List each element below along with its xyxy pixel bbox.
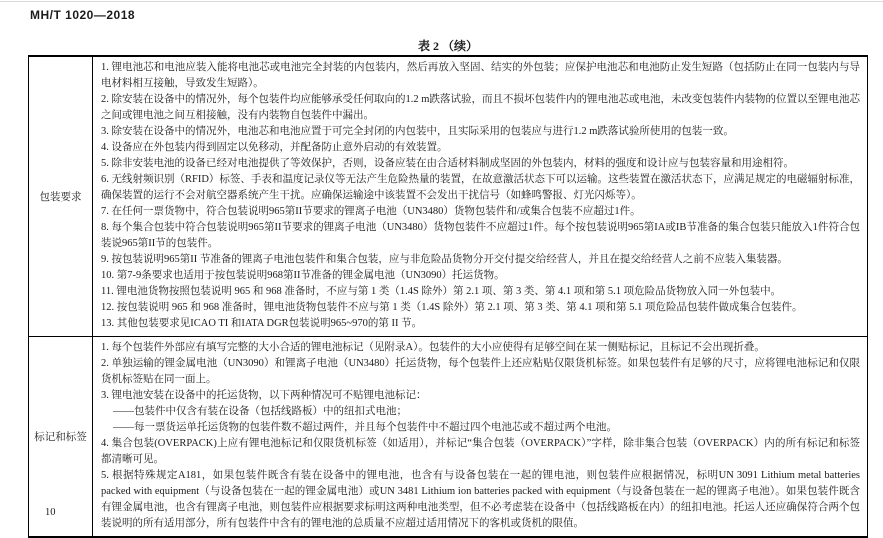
row-label: 标记和标签 (29, 337, 93, 536)
requirements-table (28, 55, 868, 538)
list-item: 13. 其他包装要求见ICAO TI 和IATA DGR包装说明965~970的第 II 节。 (101, 318, 423, 329)
list-item: 4. 设备应在外包装内得到固定以免移动，并配备防止意外启动的有效装置。 (101, 142, 448, 153)
list-item: 4. 集合包装(OVERPACK)上应有锂电池标记和仅限货机标签（如适用），并标记“集合包装（OVERPACK）”字样，除非集合包装（OVERPACK）内的所有标记和标签都清晰可见。 (101, 438, 860, 465)
sub-item: ——包装件中仅含有装在设备（包括线路板）中的纽扣式电池； (113, 406, 407, 417)
scan-artifact-line (0, 1, 883, 2)
list-item: 6. 无线射频识别（RFID）标签、手表和温度记录仪等无法产生危险热量的装置，在故意激活状态下可以运输。这些装置在激活状态下，应满足规定的电磁辐射标准，确保装置的运行不会对航空器系统产生干扰。应确保运输途中该装置不会发出干扰信号（如蜂鸣警报、灯光闪烁等）。 (101, 174, 860, 201)
document-code: MH/T 1020—2018 (30, 8, 136, 22)
row-content (93, 57, 867, 336)
list-item: 5. 根据特殊规定A181，如果包装件既含有装在设备中的锂电池，也含有与设备包装在一起的锂电池，则包装件应根据情况，标明UN 3091 Lithium metal batteries packed with equipment（与设备包装在一起的锂金属电池）或UN 3481 Lithium ion batteries packed with equipment（与设备包装在一起的锂离子电池）。如果包装件既含有锂金属电池，也含有锂离子电池，则包装件应根据要求标明这两种电池类型，但不必考虑装在设备中（包括线路板在内）的纽扣电池。托运人还应确保符合两个包装说明的所有适用部分，所有包装件中含有的锂电池的总质量不应超过适用情况下的客机或货机的限值。 (101, 470, 860, 529)
list-item: 1. 锂电池芯和电池应装入能将电池芯或电池完全封装的内包装内，然后再放入坚固、结实的外包装；应保护电池芯和电池防止发生短路（包括防止在同一包装内与导电材料相互接触，导致发生短路）。 (101, 62, 860, 89)
table-row (29, 57, 867, 336)
list-item: 2. 单独运输的锂金属电池（UN3090）和锂离子电池（UN3480）托运货物，每个包装件上还应粘贴仅限货机标签。如果包装件有足够的尺寸，应将锂电池标记和仅限货机标签贴在同一面上。 (101, 358, 860, 385)
list-item: 7. 在任何一票货物中，符合包装说明965第II节要求的锂离子电池（UN3480）货物包装件和/或集合包装不应超过1件。 (101, 206, 641, 217)
sub-item: ——每一票货运单托运货物的包装件数不超过两件，并且每个包装件中不超过四个电池芯或不超过两个电池。 (113, 422, 617, 433)
list-item: 1. 每个包装件外部应有填写完整的大小合适的锂电池标记（见附录A）。包装件的大小应使得有足够空间在某一侧贴标记，且标记不会出现折叠。 (101, 342, 765, 353)
list-item: 12. 按包装说明 965 和 968 准备时，锂电池货物包装件不应与第 1 类（1.4S 除外）第 2.1 项、第 3 类、第 4.1 项和第 5.1 项危险品包装件做成集合包装件。 (101, 302, 803, 313)
list-item: 10. 第7-9条要求也适用于按包装说明968第II节准备的锂金属电池（UN3090）托运货物。 (101, 270, 505, 281)
row-label: 包装要求 (29, 57, 93, 336)
list-item: 3. 除安装在设备中的情况外，电池芯和电池应置于可完全封闭的内包装中，且实际采用的包装应与进行1.2 m跌落试验所使用的包装一致。 (101, 126, 734, 137)
list-item: 9. 按包装说明965第II 节准备的锂离子电池包装件和集合包装，应与非危险品货物分开交付提交给经营人，并且在提交给经营人之前不应装入集装器。 (101, 254, 788, 265)
table-row (29, 336, 867, 536)
list-item: 2. 除安装在设备中的情况外，每个包装件均应能够承受任何取向的1.2 m跌落试验，而且不损坏包装件内的锂电池芯或电池，未改变包装件内装物的位置以至锂电池芯之间或锂电池之间互相接触，没有内装物自包装件中漏出。 (101, 94, 860, 121)
list-item: 11. 锂电池货物按照包装说明 965 和 968 准备时，不应与第 1 类（1.4S 除外）第 2.1 项、第 3 类、第 4.1 项和第 5.1 项危险品货物放入同一外包装中。 (101, 286, 782, 297)
list-item: 8. 每个集合包装中符合包装说明965第II节要求的锂离子电池（UN3480）货物包装件不应超过1件。每个按包装说明965第IA或IB节准备的集合包装只能放入1件符合包装说965第II节的包装件。 (101, 222, 860, 249)
page-number: 10 (45, 507, 56, 518)
table-title: 表 2 （续） (417, 39, 478, 53)
list-item: 3. 锂电池安装在设备中的托运货物，以下两种情况可不贴锂电池标记： (101, 390, 427, 401)
list-item: 5. 除非安装电池的设备已经对电池提供了等效保护，否则，设备应装在由合适材料制成坚固的外包装内，材料的强度和设计应与包装容量和用途相符。 (101, 158, 794, 169)
row-content (93, 337, 867, 536)
